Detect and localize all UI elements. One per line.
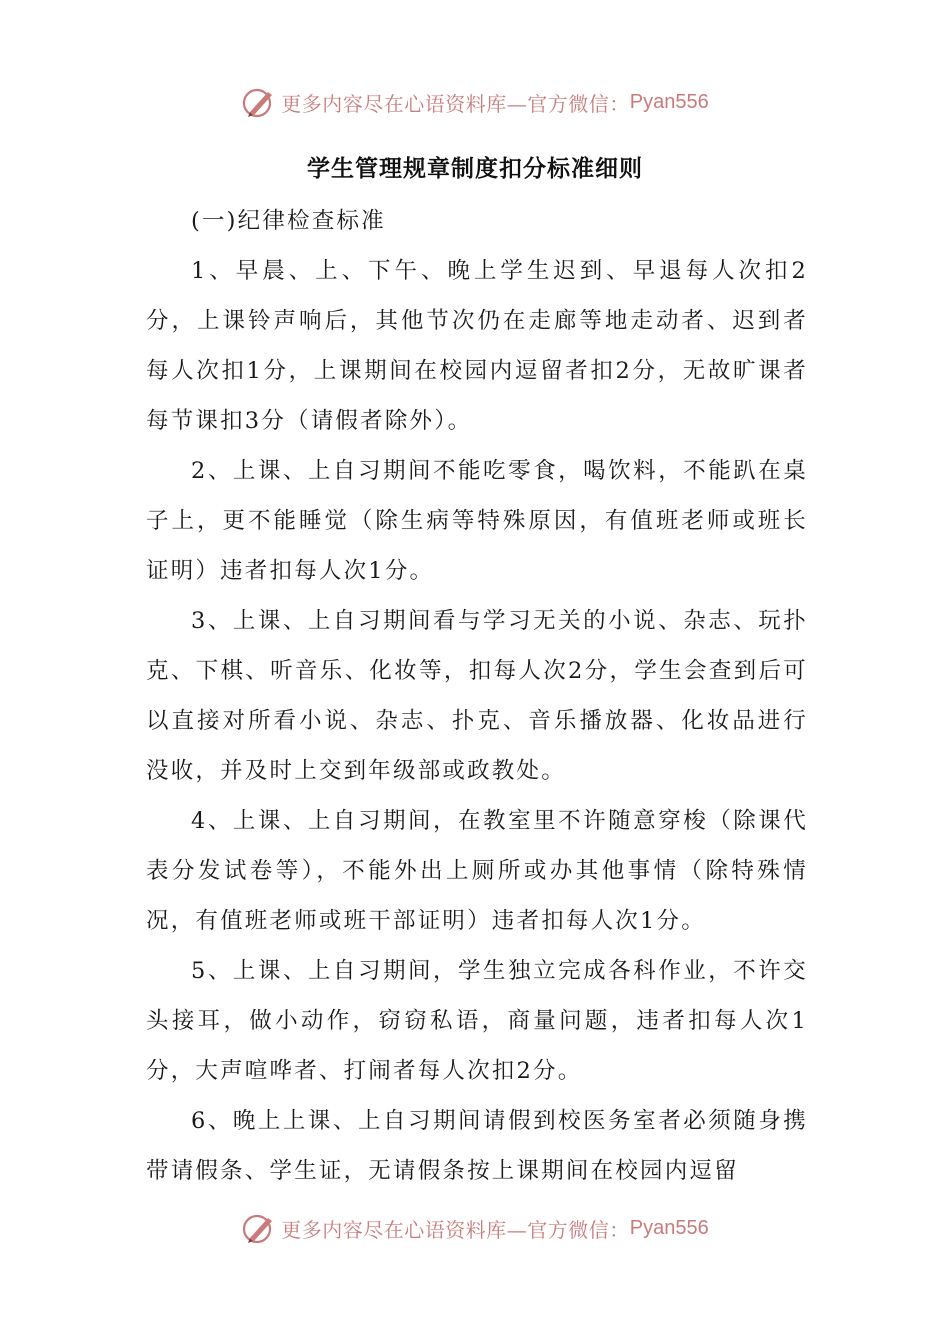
watermark-text: 更多内容尽在心语资料库—官方微信：	[281, 1217, 630, 1242]
document-body	[146, 196, 808, 1196]
pen-logo-icon	[241, 84, 277, 120]
watermark-text: 更多内容尽在心语资料库—官方微信：	[281, 91, 630, 116]
rule-paragraph-3: 3、上课、上自习期间看与学习无关的小说、杂志、玩扑克、下棋、听音乐、化妆等，扣每人次2分，学生会查到后可以直接对所看小说、杂志、扑克、音乐播放器、化妆品进行没收，并及时上交到年级部或政教处。	[146, 608, 808, 784]
rule-paragraph-1: 1、早晨、上、下午、晚上学生迟到、早退每人次扣2分，上课铃声响后，其他节次仍在走廊等地走动者、迟到者每人次扣1分，上课期间在校园内逗留者扣2分，无故旷课者每节课扣3分（请假者除外）。	[146, 258, 808, 434]
watermark-banner-top	[0, 82, 950, 122]
rule-paragraph-6: 6、晚上上课、上自习期间请假到校医务室者必须随身携带请假条、学生证，无请假条按上课期间在校园内逗留	[146, 1108, 808, 1184]
watermark-wechat-id: Pyan556	[629, 90, 709, 113]
watermark-banner-bottom	[0, 1208, 950, 1248]
pen-logo-icon	[241, 1210, 277, 1246]
rule-paragraph-4: 4、上课、上自习期间，在教室里不许随意穿梭（除课代表分发试卷等），不能外出上厕所或办其他事情（除特殊情况，有值班老师或班干部证明）违者扣每人次1分。	[146, 808, 808, 934]
watermark-wechat-id: Pyan556	[629, 1216, 709, 1239]
rule-paragraph-2: 2、上课、上自习期间不能吃零食，喝饮料，不能趴在桌子上，更不能睡觉（除生病等特殊原因，有值班老师或班长证明）违者扣每人次1分。	[146, 458, 808, 584]
section-heading: (一)纪律检查标准	[191, 208, 386, 234]
rule-paragraph-5: 5、上课、上自习期间，学生独立完成各科作业，不许交头接耳，做小动作，窃窃私语，商量问题，违者扣每人次1分，大声喧哗者、打闹者每人次扣2分。	[146, 958, 808, 1084]
document-title: 学生管理规章制度扣分标准细则	[307, 156, 643, 182]
